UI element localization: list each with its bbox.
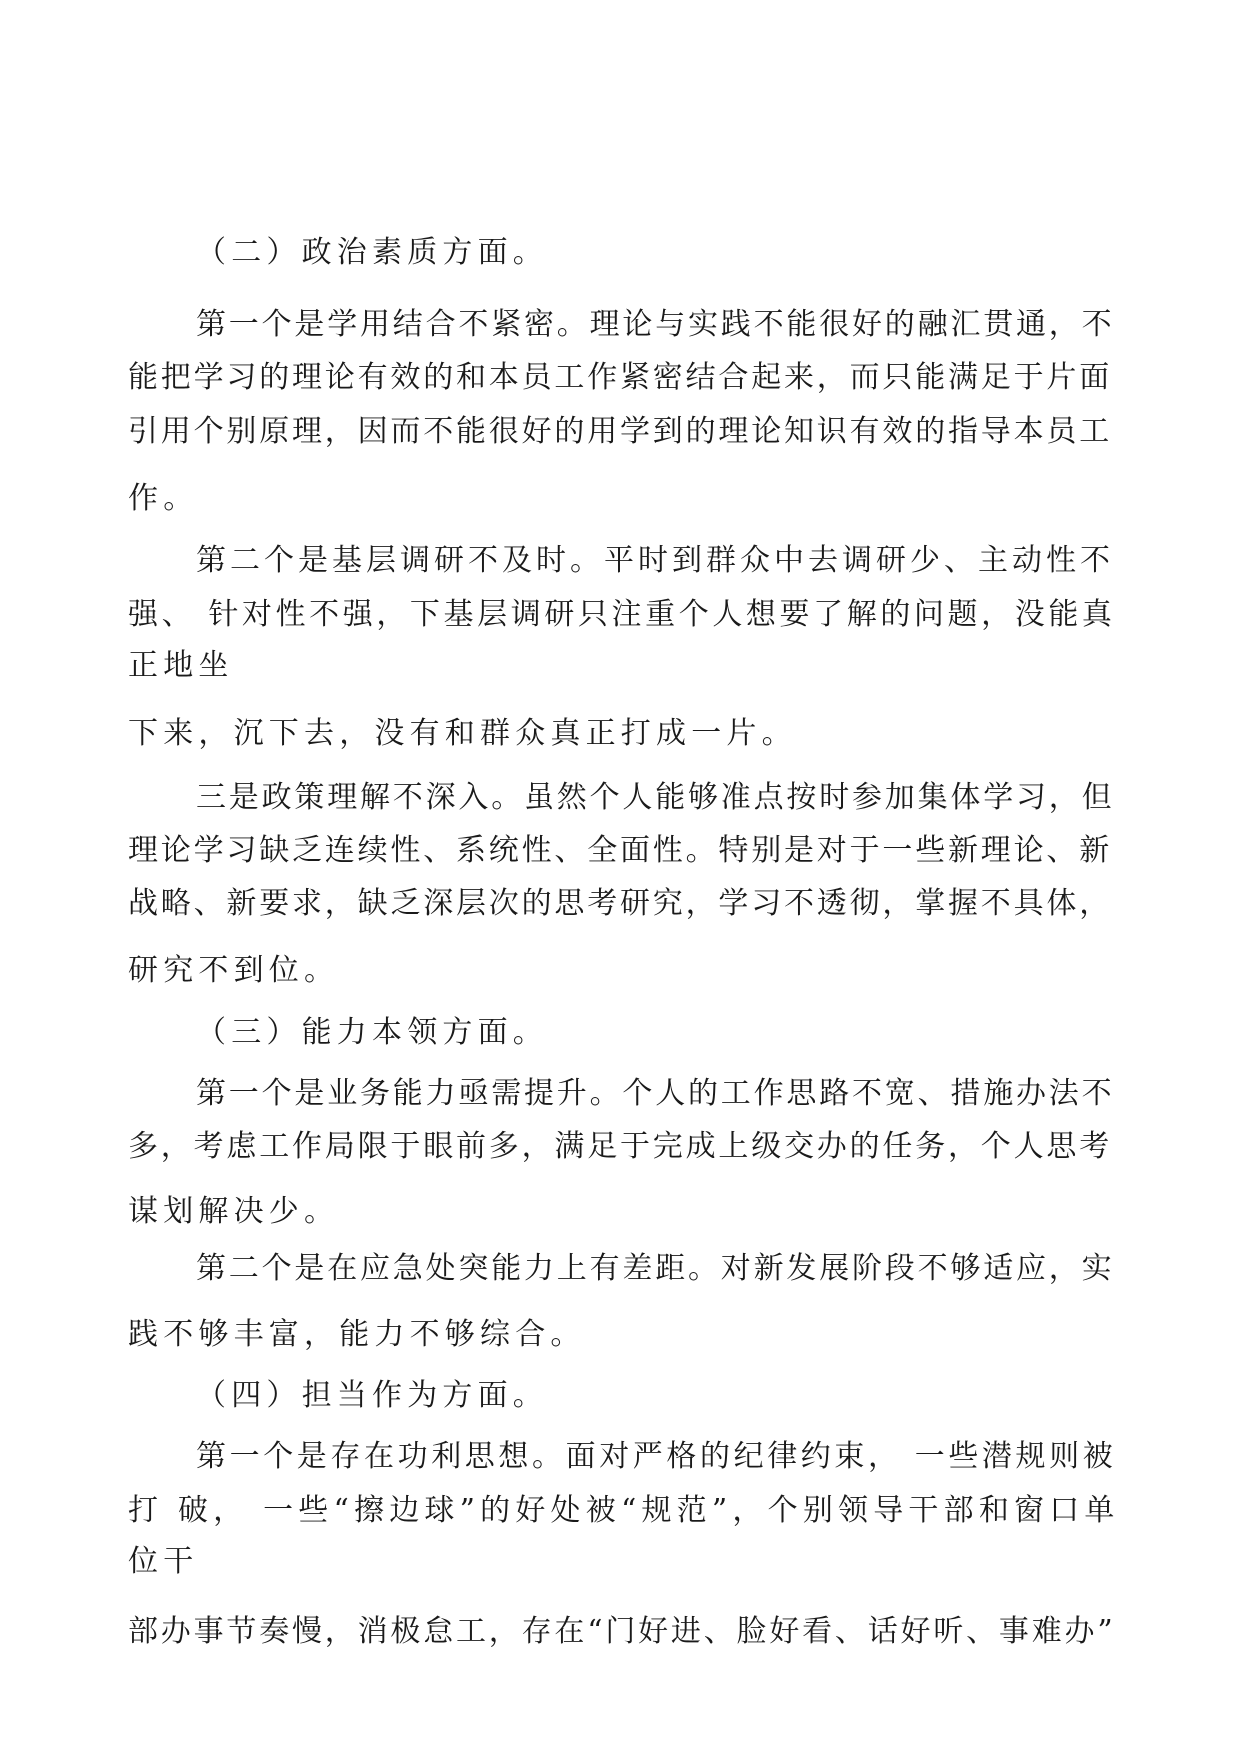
- paragraph-line: 正地坐: [128, 648, 234, 683]
- paragraph-line: 战略、新要求，缺乏深层次的思考研究，学习不透彻，掌握不具体，: [128, 886, 1112, 921]
- paragraph-line: 强、 针对性不强，下基层调研只注重个人想要了解的问题，没能真: [128, 597, 1116, 632]
- section-heading-responsibility: （四）担当作为方面。: [196, 1378, 548, 1413]
- paragraph-line: 下来，沉下去，没有和群众真正打成一片。: [128, 716, 797, 751]
- paragraph-line: 第一个是学用结合不紧密。理论与实践不能很好的融汇贯通，不: [196, 307, 1115, 342]
- paragraph-line: 打 破， 一些“擦边球”的好处被“规范”，个别领导干部和窗口单: [128, 1493, 1120, 1528]
- paragraph-line: 第一个是业务能力亟需提升。个人的工作思路不宽、措施办法不: [196, 1076, 1115, 1111]
- paragraph-line: 三是政策理解不深入。虽然个人能够准点按时参加集体学习，但: [196, 780, 1115, 815]
- paragraph-line: 部办事节奏慢，消极怠工，存在“门好进、脸好看、话好听、事难办”: [128, 1614, 1116, 1649]
- paragraph-line: 能把学习的理论有效的和本员工作紧密结合起来，而只能满足于片面: [128, 360, 1112, 395]
- paragraph-line: 践不够丰富，能力不够综合。: [128, 1317, 586, 1352]
- section-heading-ability: （三）能力本领方面。: [196, 1015, 548, 1050]
- paragraph-line: 作。: [128, 481, 199, 516]
- paragraph-line: 研究不到位。: [128, 953, 340, 988]
- paragraph-line: 引用个别原理，因而不能很好的用学到的理论知识有效的指导本员工: [128, 414, 1112, 449]
- paragraph-line: 位干: [128, 1544, 199, 1579]
- paragraph-line: 谋划解决少。: [128, 1194, 340, 1229]
- paragraph-line: 第一个是存在功利思想。面对严格的纪律约束， 一些潜规则被: [196, 1439, 1117, 1474]
- paragraph-line: 理论学习缺乏连续性、系统性、全面性。特别是对于一些新理论、新: [128, 833, 1112, 868]
- section-heading-political: （二）政治素质方面。: [196, 235, 548, 270]
- paragraph-line: 多，考虑工作局限于眼前多，满足于完成上级交办的任务，个人思考: [128, 1129, 1112, 1164]
- paragraph-line: 第二个是基层调研不及时。平时到群众中去调研少、主动性不: [196, 543, 1114, 578]
- paragraph-line: 第二个是在应急处突能力上有差距。对新发展阶段不够适应，实: [196, 1251, 1115, 1286]
